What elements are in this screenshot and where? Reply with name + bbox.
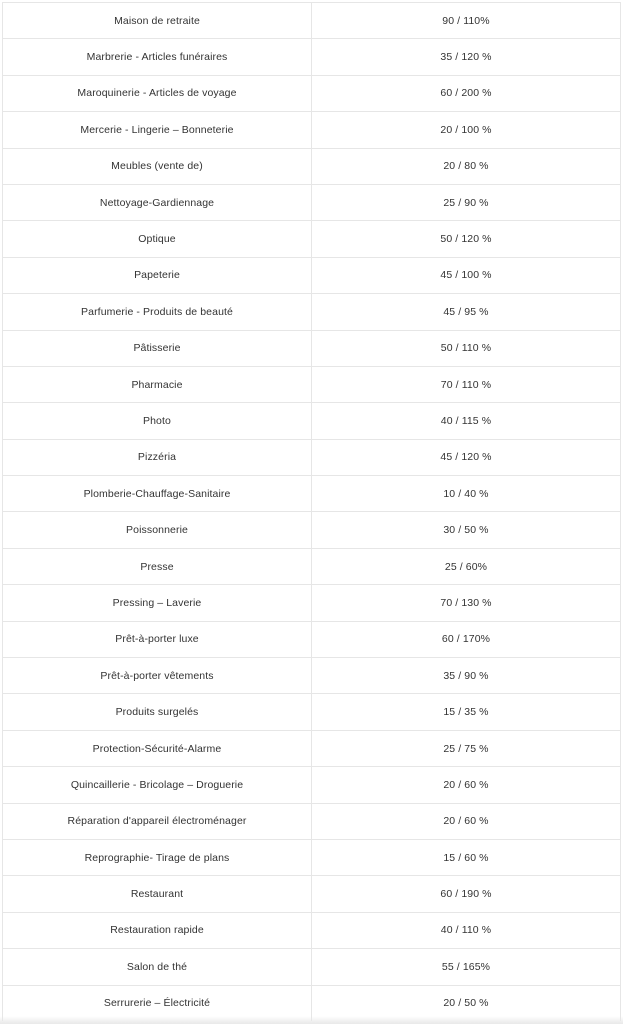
table-row xyxy=(3,585,621,621)
rate-cell: 20 / 80 % xyxy=(312,148,621,184)
rate-cell: 25 / 75 % xyxy=(312,730,621,766)
category-cell: Mercerie - Lingerie – Bonneterie xyxy=(3,112,312,148)
table-row xyxy=(3,221,621,257)
category-cell: Salon de thé xyxy=(3,949,312,985)
table-row xyxy=(3,621,621,657)
category-cell: Marbrerie - Articles funéraires xyxy=(3,39,312,75)
table-row xyxy=(3,730,621,766)
rate-cell: 45 / 120 % xyxy=(312,439,621,475)
category-cell: Nettoyage-Gardiennage xyxy=(3,184,312,220)
table-row xyxy=(3,439,621,475)
category-cell: Pizzéria xyxy=(3,439,312,475)
table-row xyxy=(3,366,621,402)
category-cell: Restaurant xyxy=(3,876,312,912)
bottom-scroll-shadow xyxy=(0,1016,623,1024)
category-cell: Maison de retraite xyxy=(3,3,312,39)
category-cell: Quincaillerie - Bricolage – Droguerie xyxy=(3,767,312,803)
rate-cell: 40 / 115 % xyxy=(312,403,621,439)
table-row xyxy=(3,257,621,293)
category-cell: Reprographie- Tirage de plans xyxy=(3,839,312,875)
rate-cell: 90 / 110% xyxy=(312,3,621,39)
category-cell: Prêt-à-porter luxe xyxy=(3,621,312,657)
rate-cell: 40 / 110 % xyxy=(312,912,621,948)
rate-cell: 20 / 100 % xyxy=(312,112,621,148)
category-cell: Poissonnerie xyxy=(3,512,312,548)
category-cell: Protection-Sécurité-Alarme xyxy=(3,730,312,766)
table-row xyxy=(3,548,621,584)
category-cell: Réparation d'appareil électroménager xyxy=(3,803,312,839)
rate-cell: 50 / 120 % xyxy=(312,221,621,257)
table-row xyxy=(3,658,621,694)
rate-cell: 60 / 170% xyxy=(312,621,621,657)
rate-cell: 10 / 40 % xyxy=(312,476,621,512)
category-cell: Presse xyxy=(3,548,312,584)
rate-cell: 20 / 50 % xyxy=(312,985,621,1021)
rate-cell: 60 / 190 % xyxy=(312,876,621,912)
table-row xyxy=(3,512,621,548)
rate-cell: 70 / 130 % xyxy=(312,585,621,621)
table-row xyxy=(3,184,621,220)
table-row xyxy=(3,694,621,730)
category-cell: Serrurerie – Électricité xyxy=(3,985,312,1021)
table-row xyxy=(3,75,621,111)
table-row xyxy=(3,839,621,875)
rate-cell: 70 / 110 % xyxy=(312,366,621,402)
category-cell: Meubles (vente de) xyxy=(3,148,312,184)
category-cell: Maroquinerie - Articles de voyage xyxy=(3,75,312,111)
rate-cell: 15 / 35 % xyxy=(312,694,621,730)
rate-cell: 30 / 50 % xyxy=(312,512,621,548)
category-cell: Pâtisserie xyxy=(3,330,312,366)
table-row xyxy=(3,3,621,39)
category-cell: Pharmacie xyxy=(3,366,312,402)
rate-cell: 60 / 200 % xyxy=(312,75,621,111)
commerce-rates-table-container xyxy=(2,2,619,1021)
table-row xyxy=(3,148,621,184)
table-row xyxy=(3,912,621,948)
table-body xyxy=(3,3,621,1021)
category-cell: Photo xyxy=(3,403,312,439)
category-cell: Pressing – Laverie xyxy=(3,585,312,621)
table-row xyxy=(3,876,621,912)
table-row xyxy=(3,403,621,439)
table-row xyxy=(3,112,621,148)
category-cell: Optique xyxy=(3,221,312,257)
table-row xyxy=(3,476,621,512)
rate-cell: 20 / 60 % xyxy=(312,767,621,803)
rate-cell: 35 / 90 % xyxy=(312,658,621,694)
category-cell: Produits surgelés xyxy=(3,694,312,730)
rate-cell: 45 / 100 % xyxy=(312,257,621,293)
table-row xyxy=(3,39,621,75)
rate-cell: 55 / 165% xyxy=(312,949,621,985)
table-row xyxy=(3,767,621,803)
table-row xyxy=(3,294,621,330)
rate-cell: 45 / 95 % xyxy=(312,294,621,330)
category-cell: Papeterie xyxy=(3,257,312,293)
rate-cell: 15 / 60 % xyxy=(312,839,621,875)
category-cell: Restauration rapide xyxy=(3,912,312,948)
rate-cell: 25 / 60% xyxy=(312,548,621,584)
commerce-rates-table xyxy=(2,2,621,1021)
rate-cell: 35 / 120 % xyxy=(312,39,621,75)
rate-cell: 50 / 110 % xyxy=(312,330,621,366)
rate-cell: 25 / 90 % xyxy=(312,184,621,220)
rate-cell: 20 / 60 % xyxy=(312,803,621,839)
category-cell: Prêt-à-porter vêtements xyxy=(3,658,312,694)
table-row xyxy=(3,949,621,985)
table-row xyxy=(3,330,621,366)
table-row xyxy=(3,803,621,839)
category-cell: Plomberie-Chauffage-Sanitaire xyxy=(3,476,312,512)
category-cell: Parfumerie - Produits de beauté xyxy=(3,294,312,330)
